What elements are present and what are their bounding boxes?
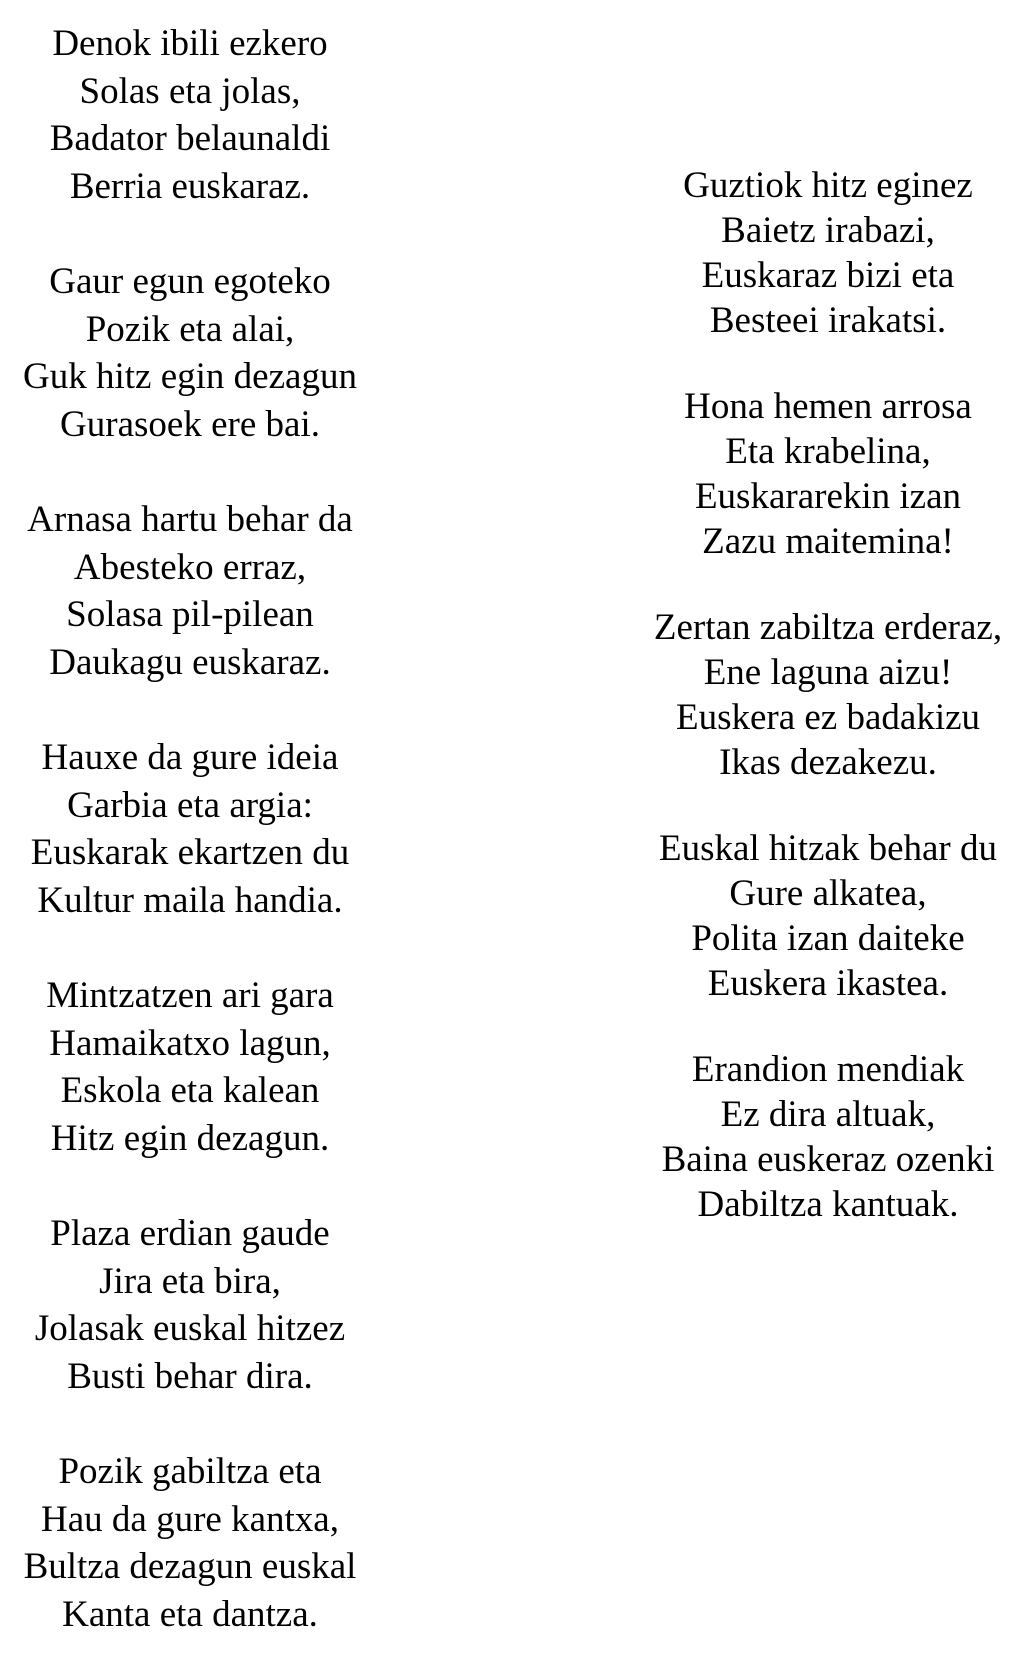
poem-line: Badator belaunaldi: [49, 118, 331, 159]
poem-line: Guztiok hitz eginez: [683, 165, 973, 206]
poem-line: Berria euskaraz.: [69, 165, 311, 207]
poem-left-column: [0, 20, 380, 1638]
stanza: [0, 258, 380, 448]
poem-line: Ene laguna aizu!: [703, 652, 953, 693]
stanza: [0, 496, 380, 686]
poem-line: Ez dira altuak,: [720, 1094, 936, 1135]
poem-line: Bultza dezagun euskal: [23, 1546, 357, 1587]
poem-line: Eskola eta kalean: [60, 1070, 320, 1111]
stanza: [0, 1448, 380, 1638]
poem-line: Besteei irakatsi.: [709, 300, 947, 341]
poem-line: Busti behar dira.: [67, 1355, 313, 1397]
poem-line: Guk hitz egin dezagun: [23, 356, 357, 397]
poem-line: Solasa pil-pilean: [66, 594, 314, 635]
poem-line: Gaur egun egoteko: [49, 261, 331, 302]
poem-line: Garbia eta argia:: [67, 784, 313, 826]
poem-line: Jolasak euskal hitzez: [34, 1308, 346, 1349]
poem-line: Euskararekin izan: [694, 476, 962, 517]
poem-line: Euskera ez badakizu: [675, 697, 981, 738]
poem-line: Euskal hitzak behar du: [658, 828, 998, 869]
poem-line: Baina euskeraz ozenki: [661, 1139, 995, 1180]
stanza: [0, 972, 380, 1162]
poem-line: Euskera ikastea.: [707, 963, 949, 1004]
poem-line: Gurasoek ere bai.: [60, 403, 320, 445]
poem-line: Arnasa hartu behar da: [27, 499, 353, 540]
poem-line: Eta krabelina,: [725, 431, 931, 472]
stanza: [0, 20, 380, 210]
poem-line: Kultur maila handia.: [37, 879, 343, 921]
stanza: [640, 1047, 1016, 1227]
poem-line: Dabiltza kantuak.: [697, 1184, 959, 1225]
poem-line: Plaza erdian gaude: [50, 1213, 330, 1254]
stanza: [0, 734, 380, 924]
poem-line: Hauxe da gure ideia: [41, 737, 339, 778]
poem-line: Daukagu euskaraz.: [49, 641, 331, 683]
poem-line: Polita izan daiteke: [691, 918, 965, 959]
poem-line: Denok ibili ezkero: [52, 23, 328, 64]
poem-line: Ikas dezakezu.: [719, 742, 937, 783]
poem-line: Erandion mendiak: [691, 1049, 965, 1090]
poem-line: Hamaikatxo lagun,: [49, 1022, 331, 1064]
poem-line: Euskaraz bizi eta: [701, 255, 955, 296]
poem-line: Pozik gabiltza eta: [58, 1451, 322, 1492]
stanza: [640, 605, 1016, 785]
poem-line: Jira eta bira,: [99, 1260, 281, 1302]
poem-line: Hitz egin dezagun.: [50, 1117, 330, 1159]
stanza: [0, 1210, 380, 1400]
poem-line: Zertan zabiltza erderaz,: [653, 607, 1003, 648]
stanza: [640, 826, 1016, 1006]
poem-line: Abesteko erraz,: [73, 546, 307, 588]
poem-line: Hona hemen arrosa: [684, 386, 972, 427]
poem-line: Pozik eta alai,: [85, 308, 295, 350]
poem-line: Kanta eta dantza.: [62, 1593, 318, 1635]
stanza: [640, 384, 1016, 564]
poem-line: Gure alkatea,: [729, 873, 927, 914]
poem-line: Zazu maitemina!: [702, 521, 954, 562]
poem-line: Solas eta jolas,: [79, 70, 301, 112]
poem-line: Mintzatzen ari gara: [46, 975, 334, 1016]
poem-line: Hau da gure kantxa,: [41, 1498, 339, 1540]
stanza: [640, 163, 1016, 343]
poem-line: Baietz irabazi,: [721, 210, 935, 251]
poem-line: Euskarak ekartzen du: [30, 832, 350, 873]
poem-right-column: [640, 163, 1016, 1227]
